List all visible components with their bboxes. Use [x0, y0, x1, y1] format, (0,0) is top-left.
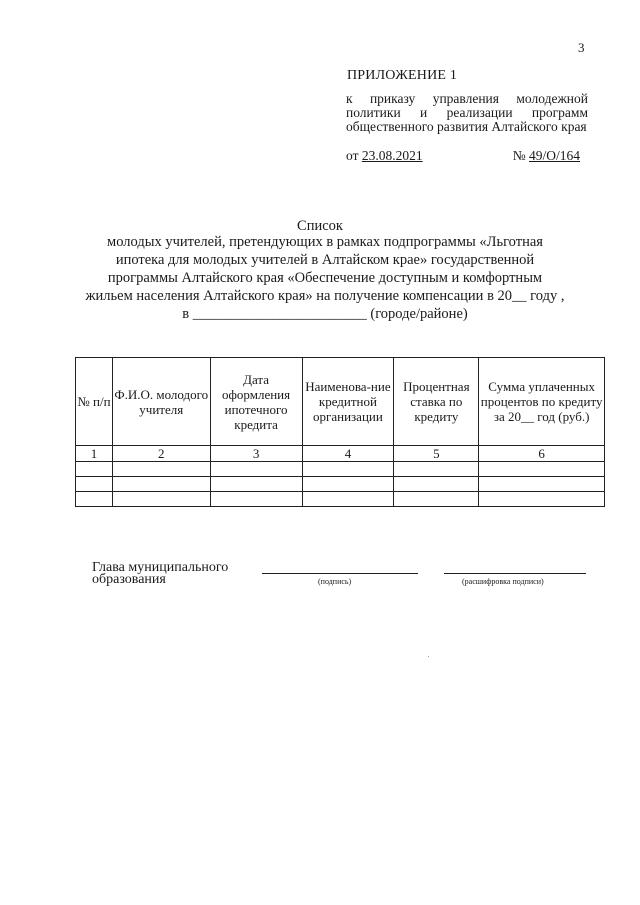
column-number: 5 [394, 446, 479, 462]
header-credit-organization: Наименова-ние кредитной организации [302, 358, 394, 446]
scan-speck [428, 656, 429, 657]
order-number: 49/О/164 [528, 148, 580, 163]
list-desc-line: в ________________________ (городе/районе) [182, 306, 468, 322]
list-desc-line: жильем населения Алтайского края» на получение компенсации в 20__ году , [85, 288, 565, 304]
appendix-title: ПРИЛОЖЕНИЕ 1 [347, 68, 458, 83]
signature-decode-caption: (расшифровка подписи) [462, 577, 544, 586]
table-number-row [76, 446, 605, 462]
column-number: 4 [302, 446, 394, 462]
list-desc-line: программы Алтайского края «Обеспечение доступным и комфортным [107, 270, 543, 286]
number-prefix: № [512, 148, 526, 163]
teachers-table [75, 357, 605, 507]
list-title: Список [297, 218, 343, 234]
list-description [70, 233, 580, 323]
header-paid-interest: Сумма уплаченных процентов по кредиту за 20__ год (руб.) [479, 358, 605, 446]
order-date: 23.08.2021 [361, 148, 423, 163]
appendix-date-row [346, 148, 580, 164]
header-credit-date: Дата оформления ипотечного кредита [210, 358, 302, 446]
page-number: 3 [578, 40, 585, 55]
list-desc-line: молодых учителей, претендующих в рамках подпрограммы «Льготная [107, 234, 543, 250]
signature-line [262, 573, 418, 574]
column-number: 3 [210, 446, 302, 462]
list-desc-line: ипотека для молодых учителей в Алтайском крае» государственной [115, 252, 535, 268]
table-row [76, 462, 605, 477]
signature-decode-line [444, 573, 586, 574]
signature-caption: (подпись) [318, 577, 352, 586]
header-number: № п/п [76, 358, 113, 446]
table-row [76, 477, 605, 492]
header-fio: Ф.И.О. молодого учителя [112, 358, 210, 446]
date-prefix: от [346, 148, 359, 163]
column-number: 1 [76, 446, 113, 462]
appendix-text: к приказу управления молодежной политики и реализации программ общественного развития Алтайского края [346, 91, 588, 134]
column-number: 6 [479, 446, 605, 462]
column-number: 2 [112, 446, 210, 462]
signer-title: Глава муниципального образования [92, 560, 229, 587]
table-row [76, 492, 605, 507]
header-interest-rate: Процентная ставка по кредиту [394, 358, 479, 446]
table-header-row [76, 358, 605, 446]
